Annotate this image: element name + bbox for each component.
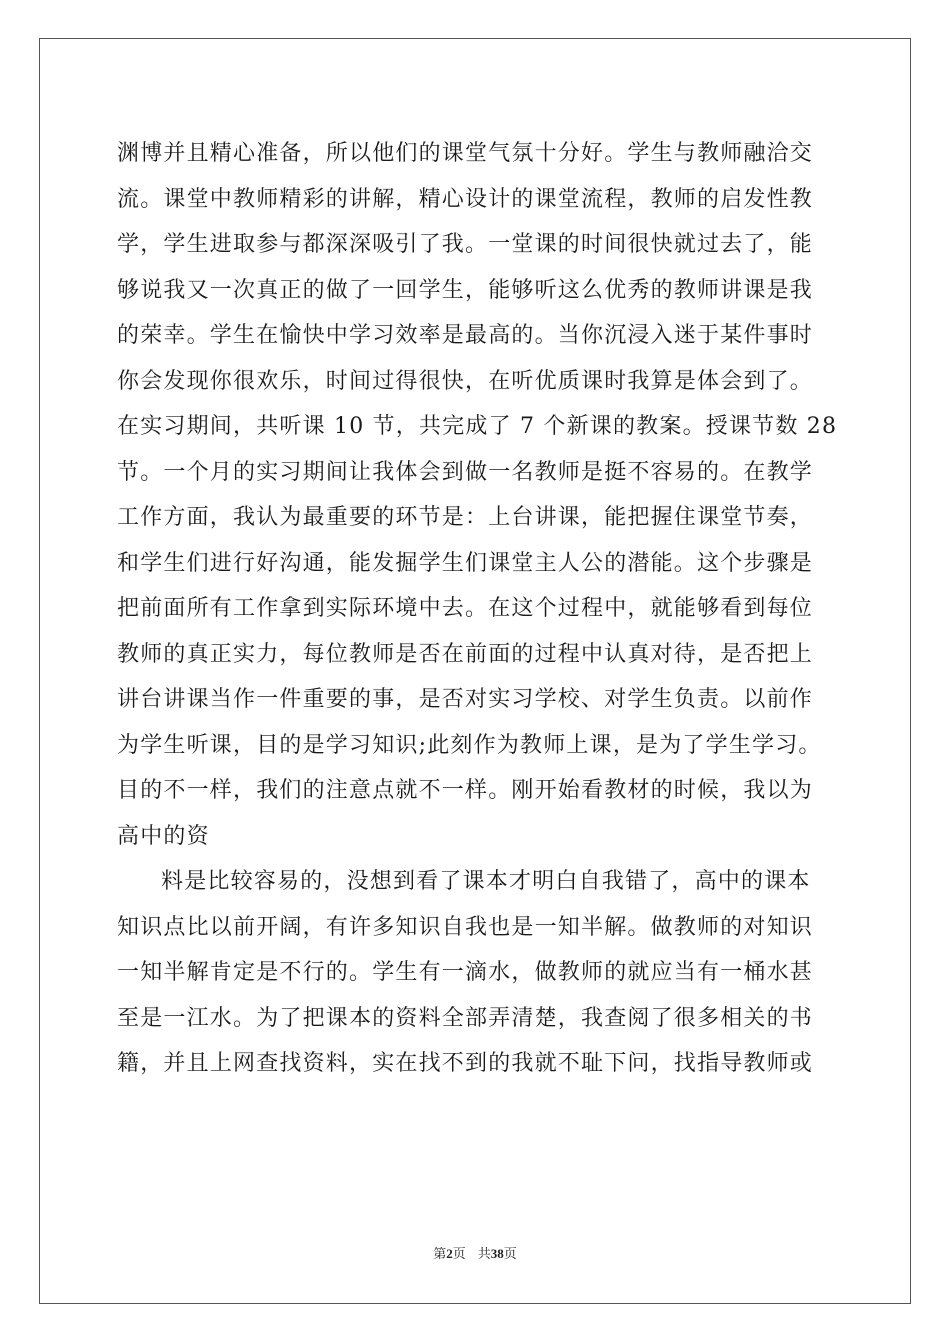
- text-line: 节。一个月的实习期间让我体会到做一名教师是挺不容易的。在教学: [117, 459, 814, 485]
- paragraph-2: [117, 859, 837, 1087]
- text-line: 工作方面，我认为最重要的环节是：上台讲课，能把握住课堂节奏，: [117, 505, 814, 530]
- text-line: 料是比较容易的，没想到看了课本才明白自我错了，高中的课本: [161, 869, 811, 894]
- text-line: 渊博并且精心准备，所以他们的课堂气氛十分好。学生与教师融洽交: [117, 141, 814, 166]
- text-line: 目的不一样，我们的注意点就不一样。刚开始看教材的时候，我以为: [117, 778, 814, 803]
- text-line: 至是一江水。为了把课本的资料全部弄清楚，我查阅了很多相关的书: [117, 1005, 814, 1031]
- total-page-count: 38: [490, 1246, 504, 1261]
- text-line: 一知半解肯定是不行的。学生有一滴水，做教师的就应当有一桶水甚: [117, 960, 814, 985]
- current-page-number: 2: [446, 1246, 453, 1261]
- text-line: 把前面所有工作拿到实际环境中去。在这个过程中，就能够看到每位: [117, 596, 814, 621]
- paragraph-1: [117, 131, 837, 859]
- text-line: 为学生听课，目的是学习知识;此刻作为教师上课，是为了学生学习。: [117, 732, 822, 758]
- text-line: 的荣幸。学生在愉快中学习效率是最高的。当你沉浸入迷于某件事时: [117, 323, 814, 348]
- text-line: 够说我又一次真正的做了一回学生，能够听这么优秀的教师讲课是我: [117, 277, 814, 303]
- page-footer: [0, 1246, 950, 1263]
- total-prefix: 共: [477, 1247, 491, 1262]
- text-line: 流。课堂中教师精彩的讲解，精心设计的课堂流程，教师的启发性教: [117, 186, 814, 212]
- text-line: 学，学生进取参与都深深吸引了我。一堂课的时间很快就过去了，能: [117, 232, 814, 257]
- page-suffix: 页: [452, 1247, 466, 1262]
- text-line: 高中的资: [117, 823, 210, 849]
- page-prefix: 第: [433, 1247, 447, 1262]
- document-body: [117, 131, 837, 1087]
- total-suffix: 页: [503, 1247, 517, 1262]
- text-line: 籍，并且上网查找资料，实在找不到的我就不耻下问，找指导教师或: [117, 1051, 814, 1076]
- text-line: 你会发现你很欢乐，时间过得很快，在听优质课时我算是体会到了。: [117, 368, 814, 394]
- text-line: 教师的真正实力，每位教师是否在前面的过程中认真对待，是否把上: [117, 641, 814, 667]
- text-line: 知识点比以前开阔，有许多知识自我也是一知半解。做教师的对知识: [117, 914, 814, 940]
- text-line: 在实习期间，共听课 10 节，共完成了 7 个新课的教案。授课节数 28: [117, 414, 838, 439]
- text-line: 讲台讲课当作一件重要的事，是否对实习学校、对学生负责。以前作: [117, 687, 814, 712]
- text-line: 和学生们进行好沟通，能发掘学生们课堂主人公的潜能。这个步骤是: [117, 550, 814, 576]
